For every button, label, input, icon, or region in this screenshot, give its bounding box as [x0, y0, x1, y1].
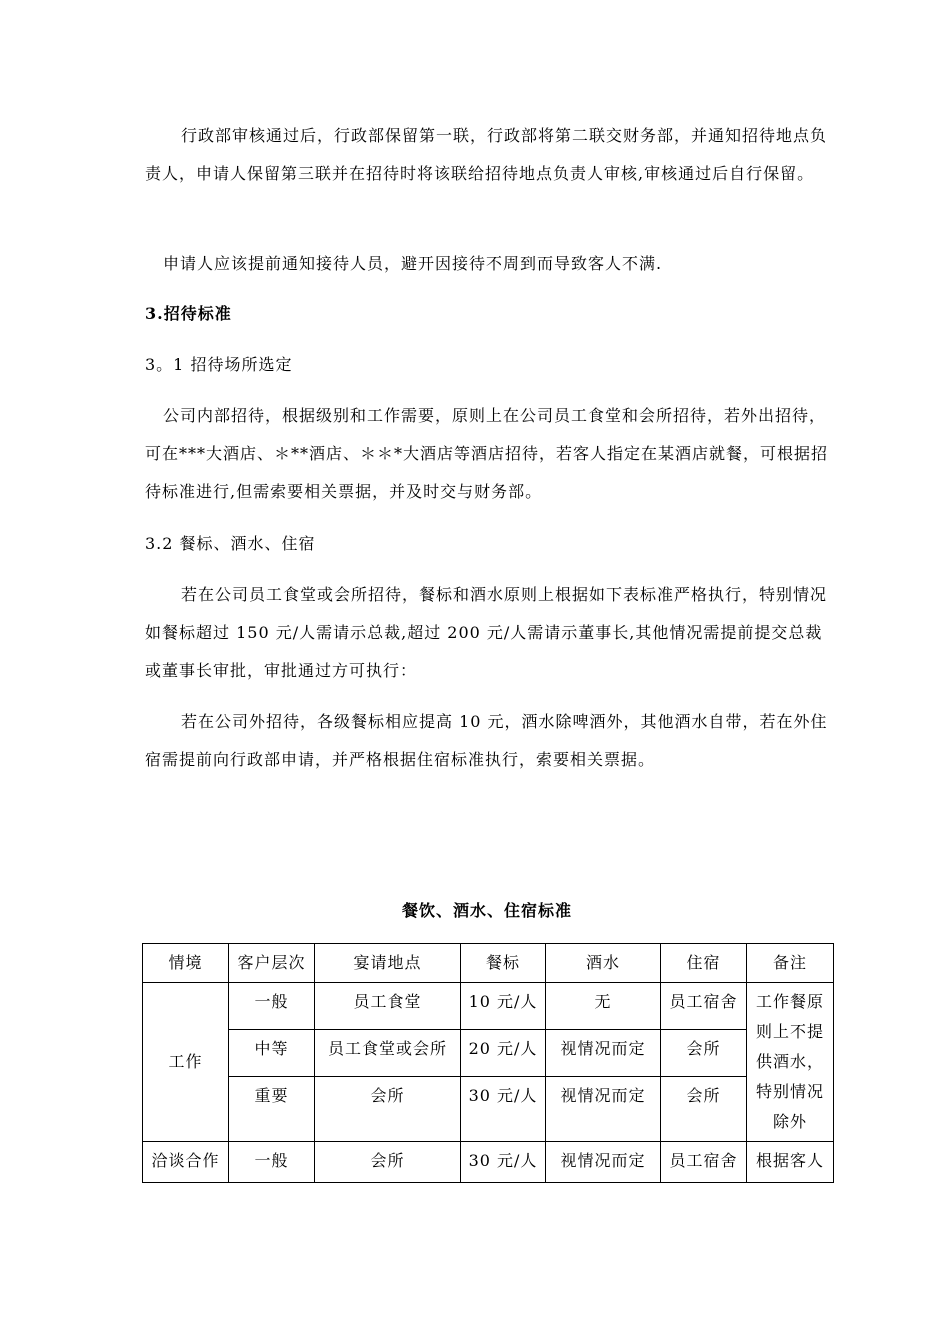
cell-context-negotiation: 洽谈合作 — [143, 1142, 229, 1183]
cell-level: 一般 — [229, 983, 315, 1030]
cell-drink: 视情况而定 — [546, 1030, 661, 1077]
paragraph-approval-flow: 行政部审核通过后，行政部保留第一联，行政部将第二联交财务部，并通知招待地点负责人，申请人保留第三联并在招待时将该联给招待地点负责人审核,审核通过后自行保留。 — [145, 126, 828, 183]
header-context: 情境 — [143, 944, 229, 983]
cell-meal: 10 元/人 — [461, 983, 546, 1030]
header-lodging: 住宿 — [661, 944, 747, 983]
header-client-level: 客户层次 — [229, 944, 315, 983]
header-notes: 备注 — [747, 944, 834, 983]
cell-drink: 视情况而定 — [546, 1142, 661, 1183]
cell-place: 员工食堂或会所 — [315, 1030, 461, 1077]
cell-meal: 30 元/人 — [461, 1077, 546, 1142]
cell-level: 中等 — [229, 1030, 315, 1077]
section-heading-3-2: 3.2 餐标、酒水、住宿 — [145, 534, 316, 553]
cell-place: 会所 — [315, 1142, 461, 1183]
section-heading-3: 3.招待标准 — [145, 304, 232, 323]
table-row — [143, 983, 834, 1030]
cell-level: 重要 — [229, 1077, 315, 1142]
cell-note-work: 工作餐原则上不提供酒水，特别情况除外 — [747, 983, 834, 1142]
table-title: 餐饮、酒水、住宿标准 — [401, 901, 572, 920]
header-meal-standard: 餐标 — [461, 944, 546, 983]
cell-level: 一般 — [229, 1142, 315, 1183]
header-venue: 宴请地点 — [315, 944, 461, 983]
cell-place: 会所 — [315, 1077, 461, 1142]
table-row — [143, 1030, 834, 1077]
cell-drink: 视情况而定 — [546, 1077, 661, 1142]
cell-place: 员工食堂 — [315, 983, 461, 1030]
table-row — [143, 1077, 834, 1142]
table-header-row — [143, 944, 834, 983]
cell-stay: 员工宿舍 — [661, 1142, 747, 1183]
header-drinks: 酒水 — [546, 944, 661, 983]
cell-meal: 20 元/人 — [461, 1030, 546, 1077]
paragraph-external-standard: 若在公司外招待，各级餐标相应提高 10 元，酒水除啤酒外，其他酒水自带，若在外住宿需提前向行政部申请，并严格根据住宿标准执行，索要相关票据。 — [145, 712, 828, 769]
paragraph-notify-reception: 申请人应该提前通知接待人员，避开因接待不周到而导致客人不满. — [163, 254, 663, 273]
section-heading-3-1: 3。1 招待场所选定 — [145, 355, 293, 374]
paragraph-internal-standard: 若在公司员工食堂或会所招待，餐标和酒水原则上根据如下表标准严格执行，特别情况如餐标超过 150 元/人需请示总裁,超过 200 元/人需请示董事长,其他情况需提前提交总裁或董事长审批，审批通过方可执行： — [145, 585, 828, 680]
table-row — [143, 1142, 834, 1183]
cell-note-negotiation: 根据客人 — [747, 1142, 834, 1183]
cell-stay: 会所 — [661, 1030, 747, 1077]
paragraph-venue-selection: 公司内部招待，根据级别和工作需要，原则上在公司员工食堂和会所招待，若外出招待，可在***大酒店、＊**酒店、＊＊*大酒店等酒店招待，若客人指定在某酒店就餐，可根据招待标准进行,但需索要相关票据，并及时交与财务部。 — [145, 406, 829, 501]
cell-stay: 会所 — [661, 1077, 747, 1142]
cell-drink: 无 — [546, 983, 661, 1030]
standards-table — [142, 943, 834, 1183]
cell-meal: 30 元/人 — [461, 1142, 546, 1183]
cell-context-work: 工作 — [143, 983, 229, 1142]
cell-stay: 员工宿舍 — [661, 983, 747, 1030]
